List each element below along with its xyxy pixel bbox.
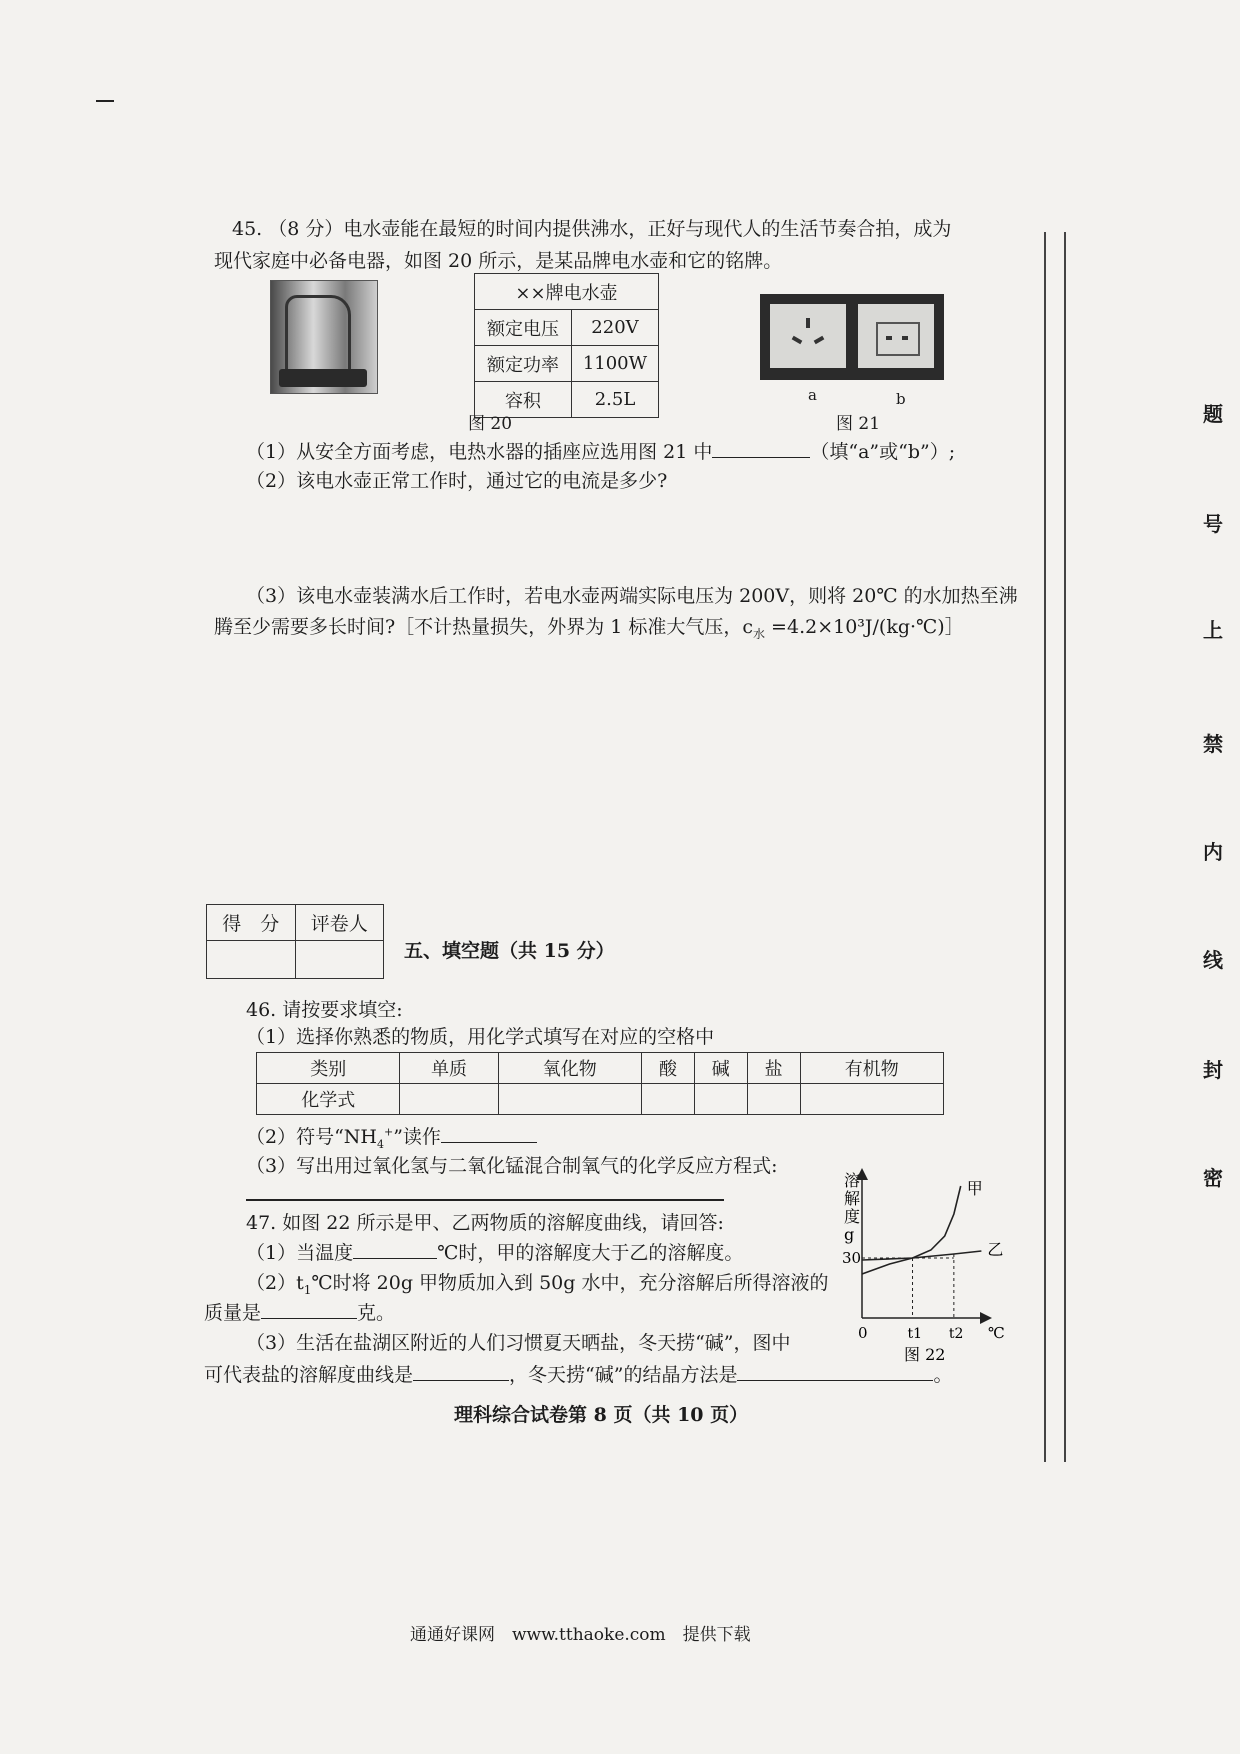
q45-line2: 现代家庭中必备电器，如图 20 所示，是某品牌电水壶和它的铭牌。 [214, 250, 783, 272]
watermark-text: 通通好课网 www.tthaoke.com 提供下载 [410, 1625, 751, 1645]
margin-char: 上 [1203, 618, 1223, 642]
q47-sub1 [246, 1238, 743, 1265]
series-yi-label: 乙 [987, 1240, 1004, 1259]
socket-frame-icon [876, 322, 920, 356]
q47-sub3-end: 。 [933, 1364, 953, 1386]
socket-b-label: b [896, 390, 906, 408]
chem-header: 氧化物 [498, 1053, 641, 1084]
grader-header: 评卷人 [295, 905, 384, 941]
q46-sub2-answer-blank[interactable] [441, 1124, 537, 1143]
kettle-body [285, 295, 351, 376]
sockets-photo [760, 294, 944, 380]
q47-sub2-prefix: （2）t [246, 1272, 304, 1294]
q46-sub1: （1）选择你熟悉的物质，用化学式填写在对应的空格中 [246, 1026, 715, 1048]
chem-header: 碱 [694, 1053, 747, 1084]
series-jia-curve [862, 1186, 961, 1274]
q45-sub2: （2）该电水壶正常工作时，通过它的电流是多少? [246, 470, 668, 492]
nameplate-value: 220V [571, 310, 658, 346]
chem-answer-cell[interactable] [498, 1084, 641, 1115]
chem-answer-cell[interactable] [800, 1084, 943, 1115]
y-tick-30: 30 [842, 1249, 862, 1267]
nameplate-value: 2.5L [571, 382, 658, 418]
q47-sub2-answer-blank[interactable] [261, 1300, 357, 1319]
chart-caption: 图 22 [904, 1345, 946, 1364]
socket-a-label: a [808, 386, 817, 404]
q45-sub3-subscript: 水 [753, 626, 766, 641]
q47-sub3-mid: ，冬天捞“碱”的结晶方法是 [509, 1364, 738, 1386]
q46-sub2-superscript: + [384, 1125, 394, 1139]
margin-char: 号 [1203, 512, 1223, 536]
chem-header: 单质 [400, 1053, 498, 1084]
q47-sub1-answer-blank[interactable] [353, 1240, 437, 1259]
q47-sub1-prefix: （1）当温度 [246, 1242, 354, 1264]
q45-line1: 45. （8 分）电水壶能在最短的时间内提供沸水，正好与现代人的生活节奏合拍，成为 [232, 218, 952, 240]
nameplate-label: 容积 [475, 382, 572, 418]
fig21-caption: 图 21 [836, 414, 881, 434]
score-cell[interactable] [207, 941, 296, 979]
q47-sub3-line1: （3）生活在盐湖区附近的人们习惯夏天晒盐，冬天捞“碱”，图中 [246, 1332, 791, 1354]
grader-cell[interactable] [295, 941, 384, 979]
chem-header: 有机物 [800, 1053, 943, 1084]
chem-answer-cell[interactable] [400, 1084, 498, 1115]
y-axis-label-part: g [844, 1225, 855, 1244]
page-footer: 理科综合试卷第 8 页（共 10 页） [454, 1404, 749, 1426]
x-tick-t2: t2 [948, 1326, 964, 1342]
margin-char: 线 [1203, 948, 1223, 972]
chem-answer-cell[interactable] [642, 1084, 695, 1115]
socket-pin-icon [886, 336, 892, 340]
q47-sub3-answer-blank-1[interactable] [413, 1362, 509, 1381]
q46-sub2-subscript: 4 [377, 1137, 384, 1151]
q45-sub3-line2 [214, 612, 964, 642]
chem-header: 酸 [642, 1053, 695, 1084]
q47-sub2-line2-suffix: 克。 [357, 1302, 396, 1324]
score-header: 得 分 [207, 905, 296, 941]
q47-sub2-rest: ℃时将 20g 甲物质加入到 50g 水中，充分溶解后所得溶液的 [311, 1272, 829, 1294]
q45-sub1-suffix: （填“a”或“b”）; [810, 441, 956, 463]
margin-line-inner [1044, 232, 1046, 1462]
socket-b-two-pin [858, 304, 934, 368]
chem-answer-cell[interactable] [694, 1084, 747, 1115]
q45-sub1 [246, 437, 955, 464]
margin-char: 密 [1203, 1166, 1223, 1190]
margin-char: 封 [1203, 1058, 1223, 1082]
q47-sub1-suffix: ℃时，甲的溶解度大于乙的溶解度。 [437, 1242, 744, 1264]
fig20-caption: 图 20 [468, 414, 513, 434]
socket-pin-icon [902, 336, 908, 340]
q47-sub3-line2 [204, 1360, 952, 1387]
scan-mark [96, 100, 114, 102]
socket-a-three-pin [770, 304, 846, 368]
y-axis-label-part: 度 [844, 1207, 861, 1226]
nameplate-value: 1100W [571, 346, 658, 382]
socket-pin-icon [806, 318, 810, 328]
kettle-photo [270, 280, 378, 394]
q46-sub2-prefix: （2）符号“NH [246, 1126, 377, 1148]
q45-sub1-prefix: （1）从安全方面考虑，电热水器的插座应选用图 21 中 [246, 441, 713, 463]
series-jia-label: 甲 [966, 1179, 983, 1198]
series-yi-curve [862, 1251, 981, 1260]
nameplate-title: ××牌电水壶 [475, 274, 659, 310]
q45-sub3-line1: （3）该电水壶装满水后工作时，若电水壶两端实际电压为 200V，则将 20℃ 的水加热至沸 [246, 585, 1018, 607]
q46-sub3-answer-line[interactable] [246, 1199, 724, 1201]
y-axis-label-part: 溶 [844, 1171, 861, 1190]
q46-sub2-suffix: ”读作 [393, 1126, 441, 1148]
nameplate-label: 额定电压 [475, 310, 572, 346]
q46-sub2 [246, 1122, 537, 1151]
x-axis-unit: ℃ [988, 1324, 1005, 1342]
chem-header: 类别 [257, 1053, 400, 1084]
q47-sub3-answer-blank-2[interactable] [737, 1362, 933, 1381]
chem-header: 盐 [747, 1053, 800, 1084]
q46-intro: 46. 请按要求填空: [246, 999, 403, 1021]
q45-sub3-end: =4.2×10³J/(kg·℃)］ [765, 616, 964, 638]
section5-title: 五、填空题（共 15 分） [404, 940, 615, 962]
q47-sub2-line2 [204, 1298, 395, 1325]
q45-sub3-text: 腾至少需要多长时间?［不计热量损失，外界为 1 标准大气压，c [214, 616, 753, 638]
score-box [206, 904, 384, 979]
q47-sub3-prefix: 可代表盐的溶解度曲线是 [204, 1364, 414, 1386]
q47-sub2-subscript: 1 [303, 1282, 312, 1297]
nameplate-table [474, 273, 659, 418]
x-tick-t1: t1 [907, 1326, 923, 1342]
socket-pin-icon [792, 336, 803, 344]
chem-formula-table [256, 1052, 944, 1115]
margin-char: 内 [1203, 840, 1223, 864]
q47-sub2-line2-prefix: 质量是 [204, 1302, 262, 1324]
y-axis-label-part: 解 [844, 1189, 861, 1208]
nameplate-label: 额定功率 [475, 346, 572, 382]
chem-row-label: 化学式 [257, 1084, 400, 1115]
socket-pin-icon [814, 336, 825, 344]
kettle-base [279, 369, 367, 387]
q45-sub1-answer-blank[interactable] [712, 439, 810, 458]
q47-sub2 [246, 1268, 828, 1297]
chem-answer-cell[interactable] [747, 1084, 800, 1115]
solubility-chart [836, 1168, 1016, 1364]
q47-intro: 47. 如图 22 所示是甲、乙两物质的溶解度曲线，请回答: [246, 1212, 724, 1234]
margin-char: 题 [1203, 402, 1223, 426]
margin-line-outer [1064, 232, 1066, 1462]
origin-label: 0 [858, 1324, 868, 1342]
q46-sub3: （3）写出用过氧化氢与二氧化锰混合制氧气的化学反应方程式: [246, 1155, 778, 1177]
margin-char: 禁 [1203, 732, 1223, 756]
